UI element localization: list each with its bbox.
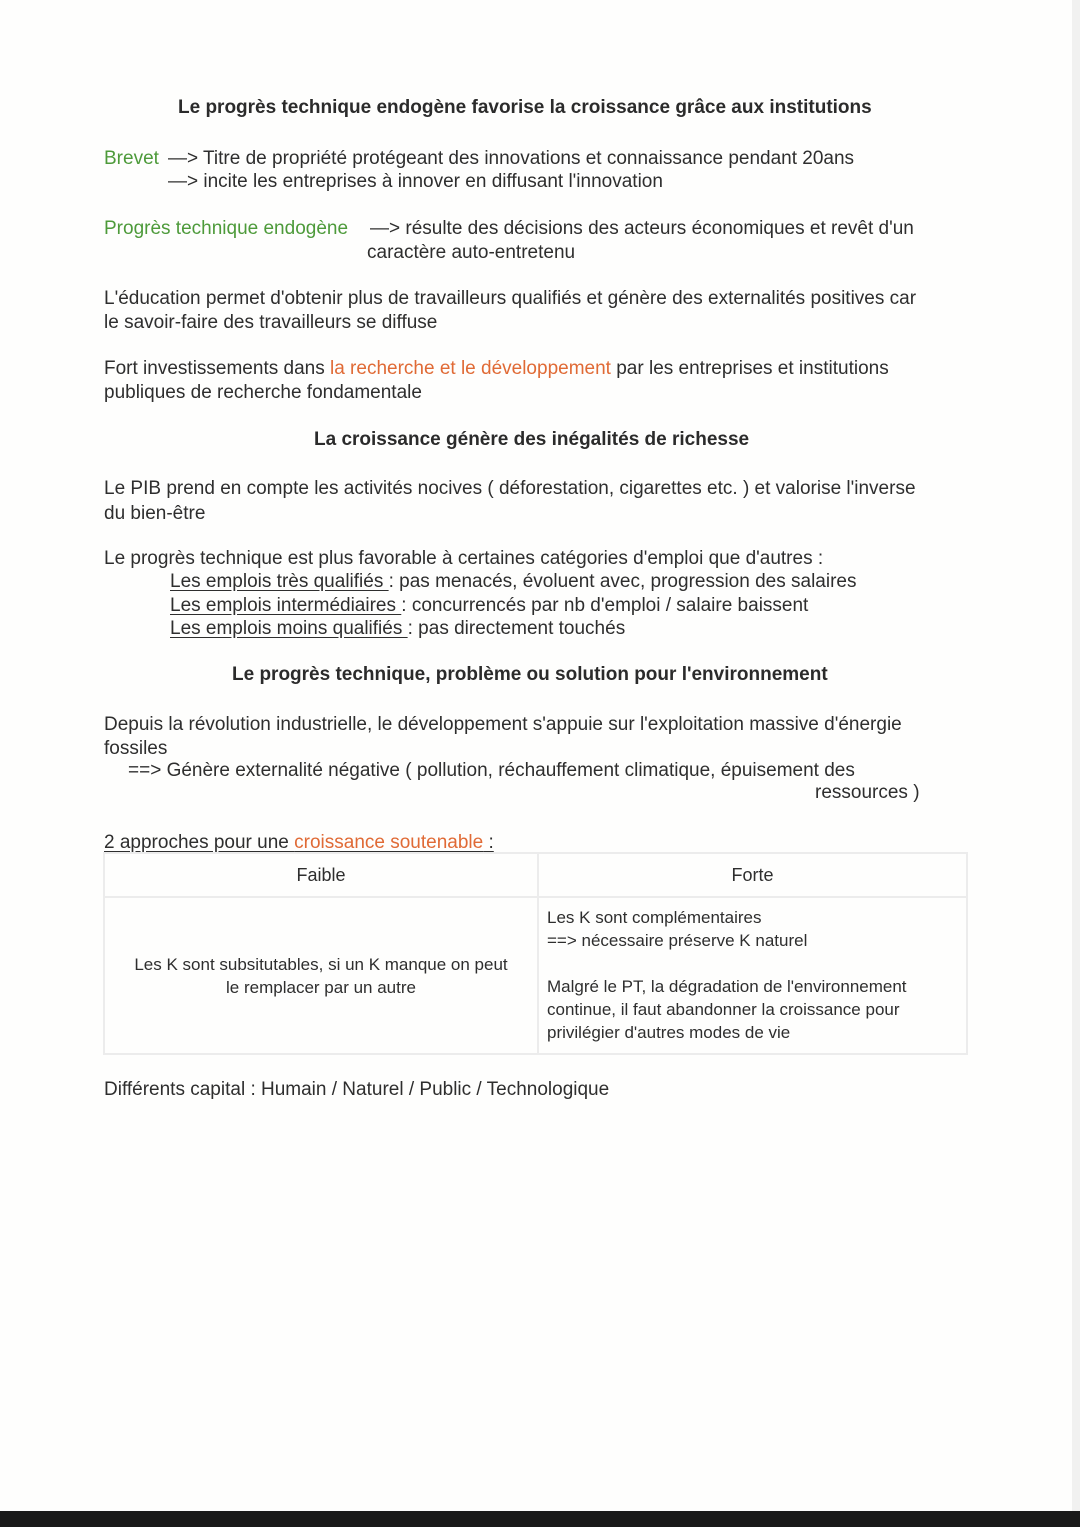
- table-header-row: [104, 853, 967, 897]
- forte-p1-line-1: Les K sont complémentaires: [547, 908, 762, 927]
- emplois-item-label: Les emplois moins qualifiés: [170, 618, 408, 639]
- emplois-item-text: : concurrencés par nb d'emploi / salaire baissent: [401, 595, 809, 616]
- emplois-item-text: : pas menacés, évoluent avec, progression des salaires: [388, 571, 857, 592]
- investissements-post: par les entreprises et institutions: [610, 358, 889, 379]
- table-cell-faible: [104, 897, 538, 1054]
- environnement-line-2: fossiles: [104, 738, 168, 759]
- education-line-1: L'éducation permet d'obtenir plus de travailleurs qualifiés et génère des externalités positives car: [104, 288, 917, 309]
- education-line-2: le savoir-faire des travailleurs se diffuse: [104, 312, 438, 333]
- investissements-line-1: [104, 357, 889, 380]
- faible-line-1: Les K sont subsitutables, si un K manque on peut: [134, 954, 508, 974]
- emplois-item-label: Les emplois très qualifiés: [170, 571, 389, 592]
- forte-p1-line-2: ==> nécessaire préserve K naturel: [547, 931, 808, 950]
- pib-line-1: Le PIB prend en compte les activités nocives ( déforestation, cigarettes etc. ) et valorise l'inverse: [104, 478, 916, 499]
- forte-p2-line-3: privilégier d'autres modes de vie: [547, 1023, 791, 1042]
- pib-line-2: du bien-être: [104, 503, 206, 524]
- croissance-soutenable-table: [103, 852, 968, 1055]
- table-cell-forte: [538, 897, 967, 1054]
- progres-endogene-definition-cont: caractère auto-entretenu: [367, 242, 576, 263]
- brevet-definition: —> Titre de propriété protégeant des innovations et connaissance pendant 20ans: [168, 148, 855, 169]
- table-header-faible: Faible: [104, 853, 538, 897]
- page-right-edge: [1072, 0, 1080, 1511]
- section-title-institutions: Le progrès technique endogène favorise la croissance grâce aux institutions: [178, 97, 872, 118]
- approches-heading: [104, 831, 494, 854]
- emplois-item: [170, 617, 625, 640]
- brevet-effect: —> incite les entreprises à innover en diffusant l'innovation: [168, 171, 663, 192]
- differents-capital: Différents capital : Humain / Naturel / Public / Technologique: [104, 1079, 610, 1100]
- table-row: [104, 897, 967, 1054]
- investissements-pre: Fort investissements dans: [104, 358, 330, 379]
- environnement-line-4: ressources ): [815, 782, 920, 803]
- progres-endogene-term: Progrès technique endogène: [104, 218, 349, 239]
- forte-p2-line-2: continue, il faut abandonner la croissance pour: [547, 1000, 900, 1019]
- emplois-intro: Le progrès technique est plus favorable à certaines catégories d'emploi que d'autres :: [104, 548, 824, 569]
- approches-post: :: [483, 832, 494, 853]
- recherche-developpement-highlight: la recherche et le développement: [329, 358, 611, 379]
- emplois-item: [170, 594, 808, 617]
- forte-spacer: [547, 952, 958, 975]
- investissements-line-2: publiques de recherche fondamentale: [104, 382, 422, 403]
- emplois-item: [170, 570, 856, 593]
- section-title-environnement: Le progrès technique, problème ou solution pour l'environnement: [232, 664, 828, 685]
- emplois-item-label: Les emplois intermédiaires: [170, 595, 402, 616]
- croissance-soutenable-highlight: croissance soutenable: [294, 832, 484, 853]
- progres-endogene-definition: —> résulte des décisions des acteurs économiques et revêt d'un: [370, 218, 914, 239]
- table-header-forte: Forte: [538, 853, 967, 897]
- forte-p2-line-1: Malgré le PT, la dégradation de l'environnement: [547, 977, 907, 996]
- brevet-term: Brevet: [104, 148, 159, 169]
- page-bottom-edge: [0, 1511, 1080, 1527]
- environnement-line-1: Depuis la révolution industrielle, le développement s'appuie sur l'exploitation massive d'énergie: [104, 714, 902, 735]
- approches-pre: 2 approches pour une: [104, 832, 295, 853]
- faible-line-2: le remplacer par un autre: [226, 977, 416, 997]
- section-title-inegalites: La croissance génère des inégalités de richesse: [314, 429, 750, 450]
- emplois-item-text: : pas directement touchés: [407, 618, 626, 639]
- environnement-line-3: ==> Génère externalité négative ( pollution, réchauffement climatique, épuisement des: [128, 760, 855, 781]
